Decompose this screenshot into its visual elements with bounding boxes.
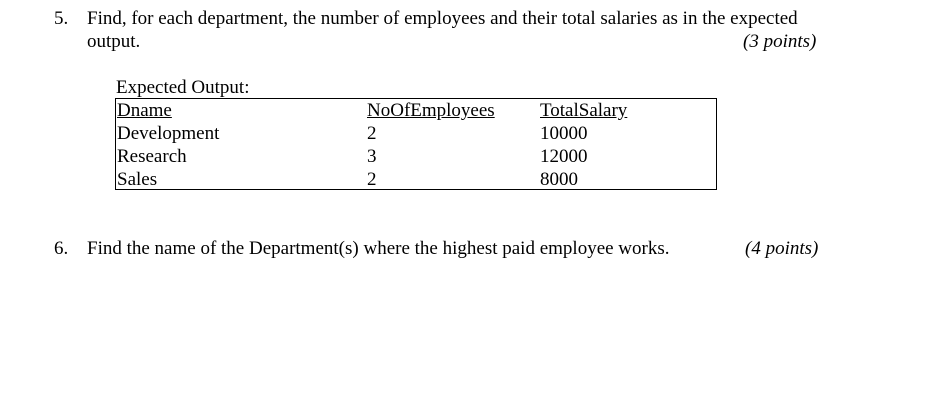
column-header-noofemployees: NoOfEmployees (367, 100, 495, 121)
column-header-totalsalary: TotalSalary (540, 100, 628, 121)
table-cell-dname: Research (117, 146, 187, 167)
table-cell-totalsalary: 10000 (540, 123, 588, 144)
question-6-text: Find the name of the Department(s) where the highest paid employee works. (87, 238, 670, 259)
table-cell-dname: Sales (117, 169, 158, 190)
column-header-dname: Dname (117, 100, 172, 121)
table-cell-noofemployees: 3 (367, 146, 377, 167)
table-cell-noofemployees: 2 (367, 169, 377, 190)
expected-output-table (115, 98, 717, 190)
question-6-points: (4 points) (745, 238, 819, 259)
question-5-text-line1: Find, for each department, the number of employees and their total salaries as in the expected (87, 8, 798, 29)
table-cell-noofemployees: 2 (367, 123, 377, 144)
question-5-text-line2: output. (87, 31, 141, 52)
question-5-number: 5. (54, 8, 69, 29)
question-6-number: 6. (54, 238, 69, 259)
question-5-points: (3 points) (743, 31, 817, 52)
table-cell-totalsalary: 12000 (540, 146, 588, 167)
expected-output-label: Expected Output: (116, 77, 250, 98)
table-cell-dname: Development (117, 123, 220, 144)
table-cell-totalsalary: 8000 (540, 169, 578, 190)
